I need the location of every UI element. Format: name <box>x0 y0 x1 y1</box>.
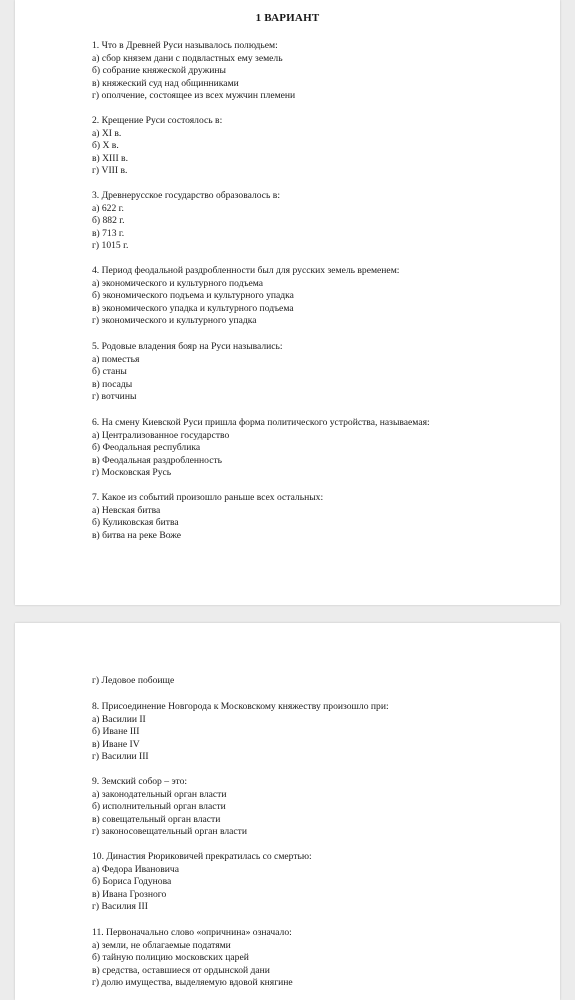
answer-option: г) Московская Русь <box>92 467 172 478</box>
page-title: 1 ВАРИАНТ <box>255 12 320 24</box>
question-8 <box>92 701 542 764</box>
question-7 <box>92 492 542 542</box>
answer-option: в) Феодальная раздробленность <box>92 454 223 466</box>
answer-option: а) XI в. <box>92 127 122 139</box>
question-text: 6. На смену Киевской Руси пришла форма политического устройства, называемая: <box>92 417 430 428</box>
question-4 <box>92 265 542 328</box>
answer-option: а) земли, не облагаемые податями <box>92 939 231 951</box>
question-text: 5. Родовые владения бояр на Руси назывались: <box>92 341 283 352</box>
answer-option: г) законосовещательный орган власти <box>92 826 247 837</box>
answer-option: а) поместья <box>92 353 140 365</box>
question-1 <box>92 40 542 103</box>
answer-option: г) Василии III <box>92 751 149 762</box>
question-text: 7. Какое из событий произошло раньше всех остальных: <box>92 492 324 503</box>
question-text: 2. Крещение Руси состоялось в: <box>92 115 223 126</box>
answer-option: в) Ивана Грозного <box>92 888 167 900</box>
question-6 <box>92 417 542 480</box>
answer-option: б) Иване III <box>92 726 140 737</box>
answer-option: в) средства, оставшиеся от ордынской дани <box>92 964 270 976</box>
answer-option: в) Иване IV <box>92 738 140 750</box>
question-5 <box>92 341 542 404</box>
question-text: 3. Древнерусское государство образовалось в: <box>92 190 281 201</box>
answer-option: г) Василия III <box>92 901 148 912</box>
answer-option: в) битва на реке Воже <box>92 529 182 541</box>
answer-option: б) тайную полицию московских царей <box>92 952 249 963</box>
answer-option: в) 713 г. <box>92 227 125 239</box>
answer-option: а) Невская битва <box>92 504 161 516</box>
question-7-continuation <box>92 675 542 688</box>
answer-option: в) княжеский суд над общинниками <box>92 77 239 89</box>
answer-option: а) экономического и культурного подъема <box>92 277 264 289</box>
answer-option: б) исполнительный орган власти <box>92 801 226 812</box>
answer-option: б) Бориса Годунова <box>92 876 172 887</box>
answer-option: г) Ледовое побоище <box>92 675 175 686</box>
answer-option: б) собрание княжеской дружины <box>92 65 226 76</box>
answer-option: г) ополчение, состоящее из всех мужчин племени <box>92 90 296 101</box>
question-text: 10. Династия Рюриковичей прекратилась со смертью: <box>92 851 312 862</box>
answer-option: а) Федора Ивановича <box>92 863 179 875</box>
answer-option: в) посады <box>92 378 133 390</box>
answer-option: а) Централизованное государство <box>92 429 230 441</box>
answer-option: б) станы <box>92 366 127 377</box>
question-text: 8. Присоединение Новгорода к Московскому княжеству произошло при: <box>92 701 389 712</box>
question-text: 9. Земский собор – это: <box>92 776 188 787</box>
question-2 <box>92 115 542 178</box>
answer-option: г) VIII в. <box>92 165 128 176</box>
answer-option: в) экономического упадка и культурного подъема <box>92 302 294 314</box>
question-9 <box>92 776 542 839</box>
answer-option: б) X в. <box>92 140 119 151</box>
question-text: 4. Период феодальной раздробленности был для русских земель временем: <box>92 265 400 276</box>
answer-option: г) вотчины <box>92 391 137 402</box>
answer-option: б) 882 г. <box>92 215 125 226</box>
answer-option: в) совещательный орган власти <box>92 813 221 825</box>
answer-option: а) 622 г. <box>92 202 124 214</box>
answer-option: а) законодательный орган власти <box>92 788 227 800</box>
question-10 <box>92 851 542 914</box>
document-page-2 <box>15 623 560 1000</box>
answer-option: б) Феодальная республика <box>92 442 201 453</box>
answer-option: а) сбор князем дани с подвластных ему земель <box>92 52 283 64</box>
document-page-1 <box>15 0 560 605</box>
question-text: 1. Что в Древней Руси называлось полюдьем: <box>92 40 278 51</box>
answer-option: г) 1015 г. <box>92 240 129 251</box>
answer-option: б) Куликовская битва <box>92 517 179 528</box>
answer-option: г) экономического и культурного упадка <box>92 315 257 326</box>
question-text: 11. Первоначально слово «опричнина» означало: <box>92 927 292 938</box>
answer-option: в) XIII в. <box>92 152 128 164</box>
question-11 <box>92 927 542 990</box>
question-3 <box>92 190 542 253</box>
answer-option: г) долю имущества, выделяемую вдовой княгине <box>92 977 293 988</box>
answer-option: а) Василии II <box>92 713 146 725</box>
answer-option: б) экономического подъема и культурного упадка <box>92 290 294 301</box>
